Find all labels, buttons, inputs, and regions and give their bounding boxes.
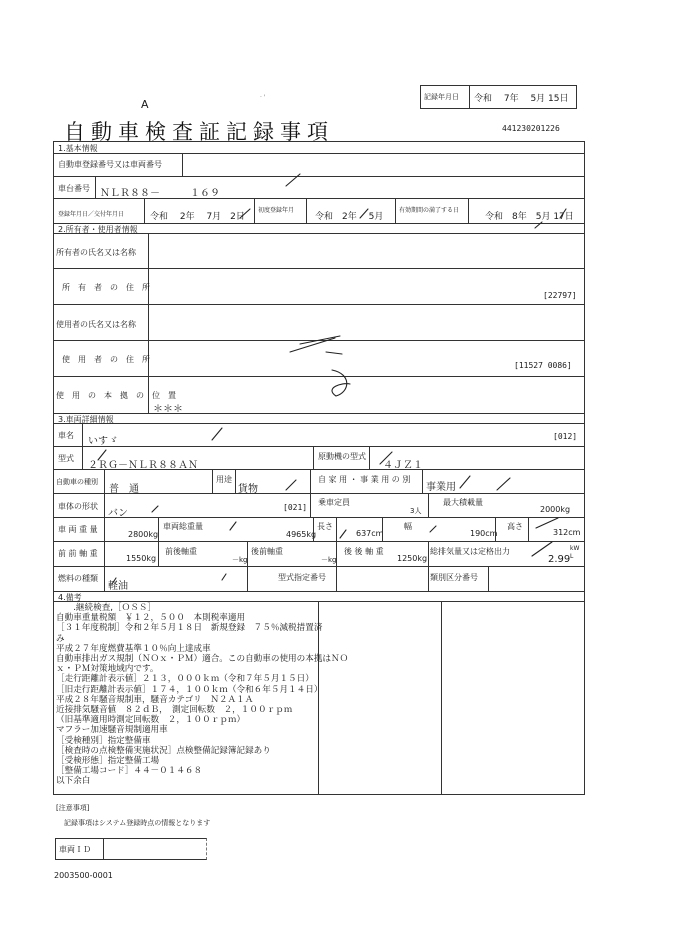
model-code: ２ＲＧ－ＮＬＲ８８ＡＮ: [88, 460, 198, 471]
height: 312cm: [553, 528, 581, 537]
notes-line: .継続検査,［ＯＳＳ］: [56, 603, 156, 613]
section-owner: 2.所有者・使用者情報: [58, 225, 138, 234]
business-label: 自 家 用 ・ 事 業 用 の 別: [318, 475, 411, 484]
notes-line: 自動車排出ガス規制（ＮＯｘ・ＰＭ）適合。この自動車の使用の本拠はＮＯ: [56, 654, 349, 665]
owner-name-label: 所有者の氏名又は名称: [56, 248, 136, 257]
reg-date: 令和 2年 7月 2日: [150, 212, 245, 222]
record-date-label: 記録年月日: [424, 93, 459, 101]
vehicle-weight: 2800kg: [128, 530, 159, 539]
section-notes: 4.備考: [58, 593, 82, 602]
base-location: ＊＊＊: [153, 404, 183, 415]
fuel-label: 燃料の種類: [58, 574, 98, 583]
form-number: 2003500-0001: [54, 871, 113, 880]
mark-a: A: [141, 98, 149, 111]
ff-axle: 1550kg: [126, 554, 157, 563]
notes-list: [56, 603, 348, 787]
notes-line: 平成２７年度燃費基準１０％向上達成車: [56, 643, 211, 654]
remarks-label: [注意事項]: [56, 804, 90, 812]
use-label: 用途: [216, 475, 232, 484]
category-label: 類別区分番号: [430, 573, 478, 582]
maker-name: いすゞ: [88, 436, 118, 447]
fr-axle: －kg: [232, 556, 248, 564]
length-label: 長さ: [317, 522, 333, 531]
engine-label: 原動機の型式: [318, 452, 366, 461]
chassis-label: 車台番号: [58, 184, 90, 193]
notes-line: （旧基準適用時測定回転数 ２，１００ｒｐｍ）: [56, 715, 246, 726]
record-date: 令和 7年 5月 15日: [474, 94, 569, 104]
business-type: 事業用: [426, 482, 456, 493]
fr-axle-label: 前後軸重: [165, 547, 197, 556]
kind-label: 自動車の種別: [56, 478, 98, 486]
expiry-date: 令和 8年 5月 17日: [485, 212, 574, 222]
notes-line: ［受検形態］指定整備工場: [56, 756, 160, 767]
notes-line: 近接排気騒音値 ８２ｄＢ， 測定回転数 ２，１００ｒｐｍ: [56, 705, 293, 716]
notes-line: ［３１年度税制］令和２年５月１８日 新規登録 ７５％減税措置済: [56, 623, 323, 634]
capacity: 3人: [410, 507, 422, 515]
remarks-text: 記録事項はシステム登録時点の情報となります: [64, 819, 211, 827]
type-no-label: 型式指定番号: [278, 573, 326, 582]
rf-axle-label: 後前軸重: [251, 547, 283, 556]
vehicle-use: 貨物: [238, 484, 258, 495]
engine-model: ４ＪＺ１: [383, 460, 423, 471]
first-reg-date: 令和 2年 5月: [315, 212, 384, 222]
ff-axle-label: 前 前 軸 重: [58, 549, 98, 558]
vehicle-kind: 普 通: [109, 484, 139, 495]
notes-line: ［旧走行距離計表示値］１７４，１００ｋｍ（令和６年５月１４日）: [56, 684, 323, 695]
rr-axle-label: 後 後 軸 重: [344, 547, 384, 556]
gross-label: 車両総重量: [163, 522, 203, 531]
notes-line: ［受検種別］指定整備車: [56, 735, 151, 746]
capacity-label: 乗車定員: [318, 498, 350, 507]
owner-code: [22797]: [543, 291, 577, 300]
chassis-number: ＮＬＲ８８－ １６９: [100, 188, 220, 199]
section-basic: 1.基本情報: [58, 144, 98, 153]
user-code: [11527 0086]: [514, 361, 572, 370]
notes-line: み: [56, 633, 65, 644]
displacement: 2.99: [548, 554, 571, 565]
notes-line: 平成２８年騒音規制車，騒音カテゴリ Ｎ２Ａ１Ａ: [56, 694, 254, 705]
user-address-label: 使 用 者 の 住 所: [62, 355, 150, 364]
first-reg-label: 初度登録年月: [258, 207, 295, 214]
fuel-type: 軽油: [108, 581, 128, 592]
model-label: 型式: [58, 454, 74, 463]
notes-line: ［整備工場コード］４４－０１４６８: [56, 766, 203, 777]
maker-label: 車名: [58, 431, 74, 440]
speck: · ': [260, 94, 266, 101]
notes-line: 以下余白: [56, 776, 91, 787]
displacement-unit: kW L: [570, 545, 580, 560]
body-label: 車体の形状: [58, 502, 98, 511]
body-shape: バン: [108, 508, 128, 519]
rf-axle: －kg: [321, 556, 337, 564]
gross-weight: 4965kg: [286, 530, 317, 539]
notes-line: ｘ・ＰＭ対策地域内です。: [56, 664, 159, 675]
notes-line: 自動車重量税額 ￥１２，５００ 本則税率適用: [56, 613, 246, 624]
reg-no-label: 自動車登録番号又は車両番号: [58, 160, 162, 169]
page-title: 自動車検査証記録事項: [64, 120, 334, 144]
displacement-label: 総排気量又は定格出力: [430, 547, 510, 556]
user-name-label: 使用者の氏名又は名称: [56, 320, 136, 329]
notes-line: ［検査時の点検整備実施状況］点検整備記録簿記録あり: [56, 745, 271, 756]
max-load: 2000kg: [540, 505, 571, 514]
rr-axle: 1250kg: [397, 554, 428, 563]
maker-code: [012]: [553, 432, 578, 441]
notes-line: マフラー加速騒音規制適用車: [56, 725, 168, 736]
expiry-label: 有効期間の満了する日: [399, 207, 460, 214]
notes-line: ［走行距離計表示値］２１３，０００ｋｍ（令和７年５月１５日）: [56, 674, 314, 685]
max-load-label: 最大積載量: [443, 498, 483, 507]
vehicle-id-label: 車両ＩＤ: [59, 845, 91, 854]
reg-date-label: 登録年月日／交付年月日: [58, 211, 125, 218]
weight-label: 車 両 重 量: [58, 525, 98, 534]
section-vehicle: 3.車両詳細情報: [58, 415, 114, 424]
width: 190cm: [470, 529, 498, 538]
base-location-label: 使 用 の 本 拠 の 位 置: [56, 391, 176, 400]
height-label: 高さ: [507, 522, 523, 531]
length: 637cm: [356, 529, 384, 538]
owner-address-label: 所 有 者 の 住 所: [62, 283, 150, 292]
body-code: [021]: [283, 503, 308, 512]
width-label: 幅: [404, 522, 412, 531]
doc-number: 441230201226: [502, 124, 560, 133]
